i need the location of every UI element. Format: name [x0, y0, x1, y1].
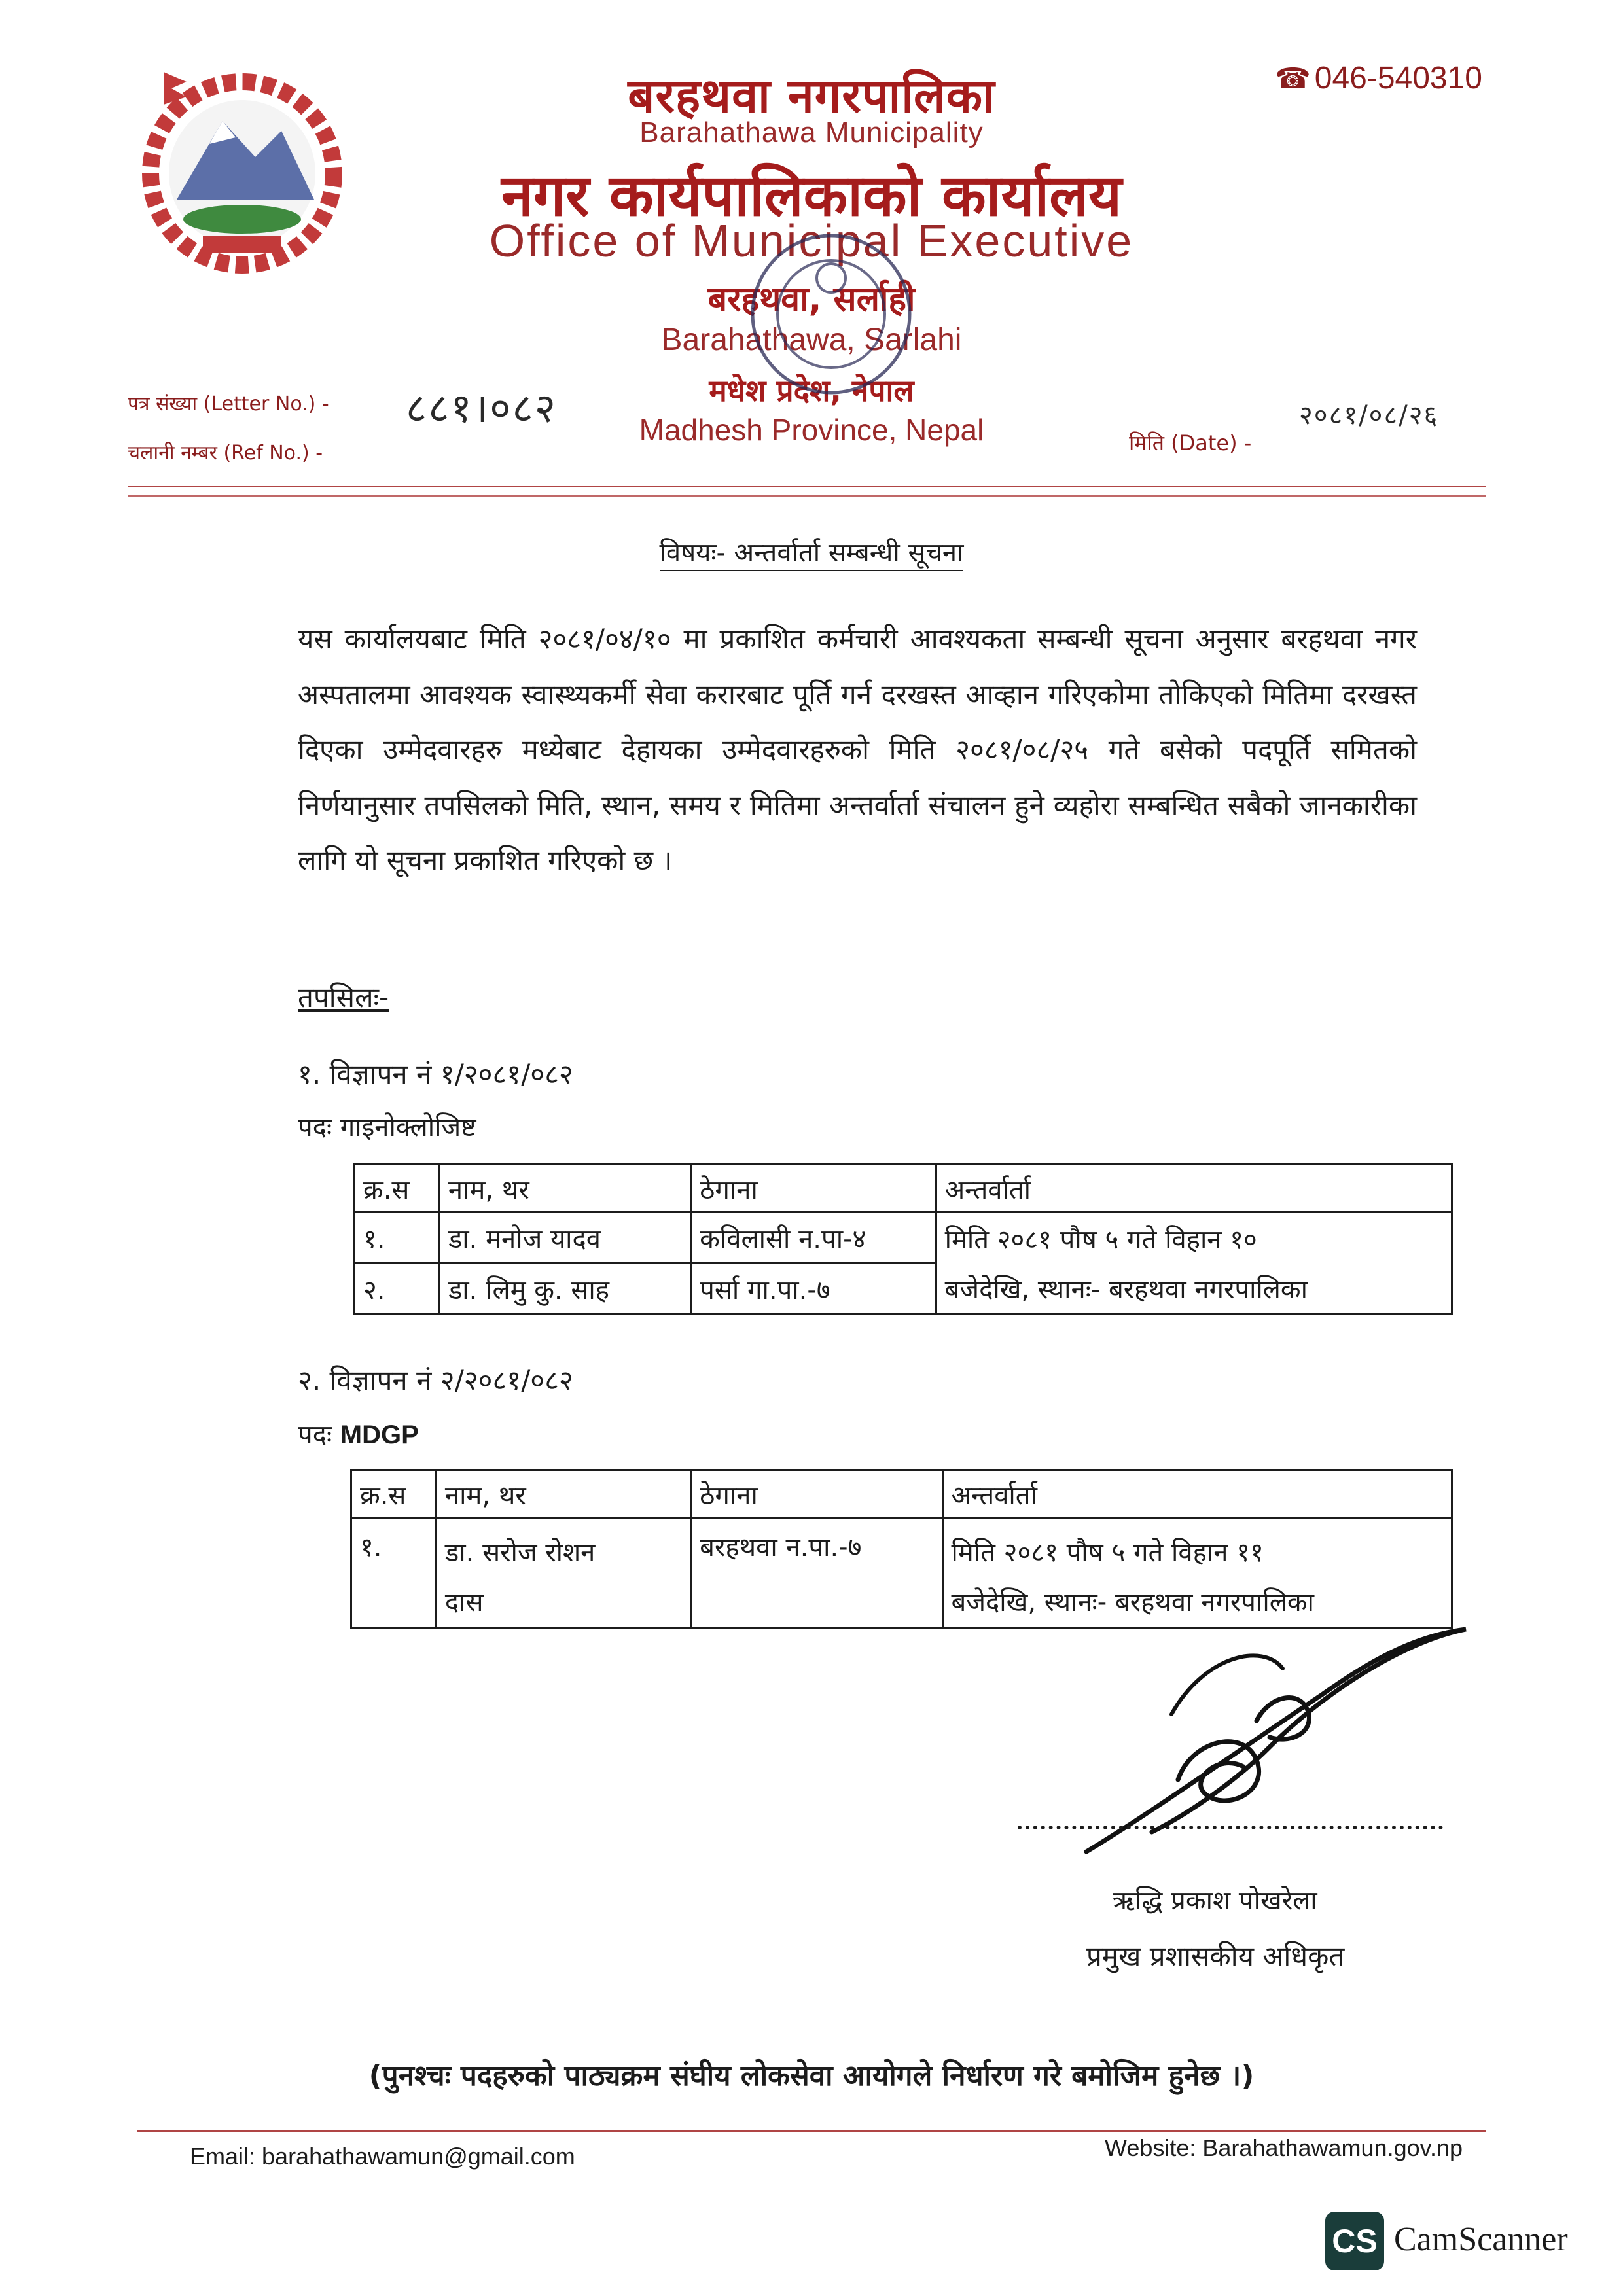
row-name: डा. लिमु कु. साह — [439, 1263, 690, 1315]
footnote: (पुनश्चः पदहरुको पाठ्यक्रम संघीय लोकसेवा आयोगले निर्धारण गरे बमोजिम हुनेछ ।) — [368, 2059, 1255, 2093]
header-interview: अन्तर्वार्ता — [942, 1470, 1452, 1518]
office-name-english: Office of Municipal Executive — [489, 215, 1134, 266]
post-name: गाइनोक्लोजिष्ट — [340, 1112, 476, 1142]
candidate-table-1 — [353, 1163, 1453, 1315]
header-address: ठेगाना — [691, 1165, 936, 1212]
org-name-nepali: बरहथवा नगरपालिका — [628, 68, 995, 123]
signatory-title: प्रमुख प्रशासकीय अधिकृत — [1086, 1940, 1345, 1972]
address-english-line2: Madhesh Province, Nepal — [639, 413, 984, 447]
header-interview: अन्तर्वार्ता — [936, 1165, 1452, 1212]
signatory-name: ऋद्धि प्रकाश पोखरेला — [1113, 1886, 1317, 1916]
row-sn: २. — [355, 1263, 440, 1315]
row-sn: १. — [355, 1212, 440, 1263]
org-name-english: Barahathawa Municipality — [639, 116, 984, 149]
table-header-row — [351, 1470, 1452, 1518]
address-nepali-line2: मधेश प्रदेश, नेपाल — [709, 373, 914, 408]
post-label: पदः — [298, 1420, 332, 1450]
section-1-title: १. विज्ञापन नं १/२०८१/०८२ — [298, 1058, 573, 1090]
notice-body: यस कार्यालयबाट मिति २०८१/०४/१० मा प्रकाशित कर्मचारी आवश्यकता सम्बन्धी सूचना अनुसार बरहथवा नगर अस्पतालमा आवश्यक स्वास्थ्यकर्मी सेवा करारबाट पूर्ति गर्न दरखस्त आव्हान गरिएकोमा तोकिएको मितिमा दरखस्त दिएका उम्मेदवारहरु मध्येबाट देहायका उम्मेदवारहरुको मिति २०८१/०८/२५ गते बसेको पदपूर्ति समितको निर्णयानुसार तपसिलको मिति, स्थान, समय र मितिमा अन्तर्वार्ता संचालन हुने व्यहोरा सम्बन्धित सबैको जानकारीका लागि यो सूचना प्रकाशित गरिएको छ । — [298, 623, 1417, 876]
header-name: नाम, थर — [436, 1470, 690, 1518]
interview-line1: मिति २०८१ पौष ५ गते विहान ११ — [951, 1538, 1264, 1568]
row-address: बरहथवा न.पा.-७ — [691, 1518, 942, 1629]
subject-line: विषयः- अन्तर्वार्ता सम्बन्धी सूचना — [0, 533, 1623, 569]
letter-no-label: पत्र संख्या (Letter No.) - — [128, 393, 329, 415]
camscanner-logo: CS — [1325, 2212, 1384, 2270]
ref-no-label: चलानी नम्बर (Ref No.) - — [128, 442, 323, 465]
address-english-line1: Barahathawa, Sarlahi — [661, 323, 962, 357]
row-sn: १. — [351, 1518, 437, 1629]
footer-email: Email: barahathawamun@gmail.com — [190, 2143, 575, 2170]
header-sn: क्र.स — [351, 1470, 437, 1518]
table-header-row — [355, 1165, 1452, 1212]
date-value: २०८१/०८/२६ — [1299, 400, 1439, 431]
row-name: डा. मनोज यादव — [439, 1212, 690, 1263]
footer-divider — [137, 2130, 1486, 2132]
row-name — [436, 1518, 690, 1629]
interview-line2: बजेदेखि, स्थानः- बरहथवा नगरपालिका — [936, 1263, 1452, 1315]
row-address: पर्सा गा.पा.-७ — [691, 1263, 936, 1315]
table-row — [355, 1263, 1452, 1315]
phone-number: ☎ 046-540310 — [1274, 61, 1482, 96]
row-interview — [942, 1518, 1452, 1629]
table-row — [355, 1212, 1452, 1263]
footer-website: Website: Barahathawamun.gov.np — [1105, 2134, 1463, 2161]
row-name-line2: दास — [444, 1587, 484, 1617]
date-label: मिति (Date) - — [1129, 431, 1252, 455]
header-divider — [128, 486, 1486, 487]
interview-line1: मिति २०८१ पौष ५ गते विहान १० — [936, 1212, 1452, 1263]
address-nepali-line1: बरहथवा, सर्लाही — [707, 280, 916, 319]
camscanner-brand: CamScanner — [1394, 2221, 1568, 2258]
telephone-icon: ☎ — [1274, 63, 1311, 95]
office-stamp — [733, 216, 929, 412]
post-name: MDGP — [340, 1421, 419, 1449]
post-label: पदः — [298, 1112, 332, 1142]
details-heading: तपसिलः- — [298, 981, 389, 1014]
interview-line2: बजेदेखि, स्थानः- बरहथवा नगरपालिका — [951, 1587, 1314, 1617]
header-sn: क्र.स — [355, 1165, 440, 1212]
table-row — [351, 1518, 1452, 1629]
row-address: कविलासी न.पा-४ — [691, 1212, 936, 1263]
section-2-post — [298, 1415, 419, 1451]
handwritten-signature — [1073, 1616, 1518, 1878]
section-2-title: २. विज्ञापन नं २/२०८१/०८२ — [298, 1364, 573, 1396]
office-name-nepali: नगर कार्यपालिकाको कार्यालय — [501, 162, 1122, 229]
row-name-line1: डा. सरोज रोशन — [444, 1538, 596, 1568]
header-address: ठेगाना — [691, 1470, 942, 1518]
section-1-post — [298, 1108, 476, 1144]
signature-line — [1018, 1826, 1443, 1829]
header-name: नाम, थर — [439, 1165, 690, 1212]
candidate-table-2 — [350, 1469, 1453, 1629]
header-divider-secondary — [128, 495, 1486, 497]
letter-no-value: ८८१।०८२ — [406, 384, 557, 432]
